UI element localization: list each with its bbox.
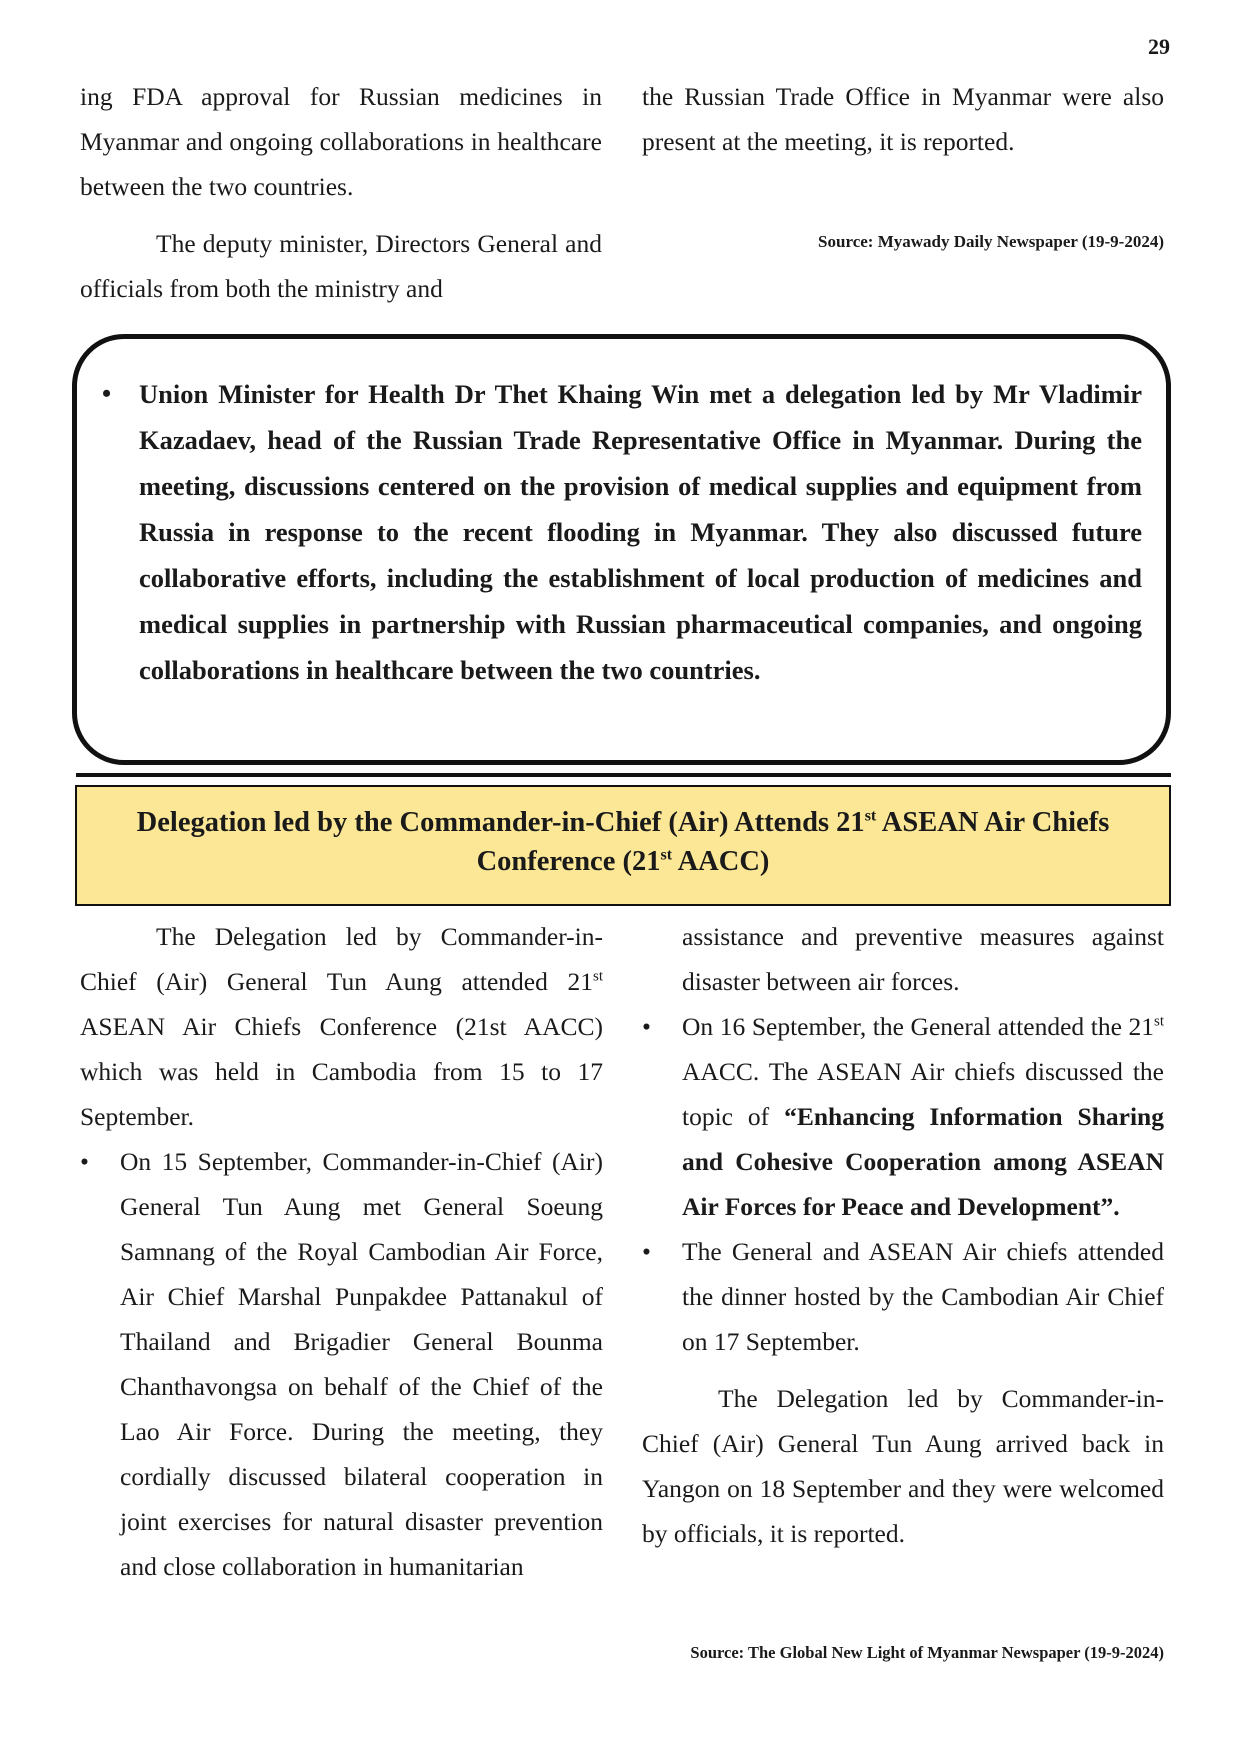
article-left-column <box>80 914 603 1589</box>
headline-superscript: st <box>660 846 673 864</box>
article-closing-paragraph: The Delegation led by Commander-in-Chief (Air) General Tun Aung arrived back in Yangon on 18 September and they were welcomed by officials, it is reported. <box>642 1384 1164 1548</box>
top-article-paragraph: The deputy minister, Directors General and officials from both the ministry and <box>80 229 602 303</box>
bullet-icon: • <box>102 379 112 408</box>
conference-topic: “Enhancing Information Sharing and Cohesive Cooperation among ASEAN Air Forces for Peace and Development”. <box>682 1102 1164 1221</box>
article-headline <box>75 785 1171 906</box>
article-bullet-list <box>642 1004 1164 1364</box>
headline-text: AACC) <box>672 846 770 877</box>
article-text: On 16 September, the General attended the 21 <box>682 1012 1154 1041</box>
article-text: AACC. The ASEAN Air chiefs discussed the topic of <box>682 1057 1164 1131</box>
article-text: The Delegation led by Commander-in-Chief (Air) General Tun Aung attended 21 <box>80 922 603 996</box>
article-right-column <box>642 914 1164 1556</box>
list-item <box>642 1004 1164 1229</box>
headline-text: ASEAN Air Chiefs Conference (21 <box>476 807 1110 877</box>
list-item: • On 15 September, Commander-in-Chief (Air) General Tun Aung met General Soeung Samnang of the Royal Cambodian Air Force, Air Chief Marshal Punpakdee Pattanakul of Thailand and Brigadier General Bounma Chanthavongsa on behalf of the Chief of the Lao Air Force. During the meeting, they cordially discussed bilateral cooperation in joint exercises for natural disaster prevention and close collaboration in humanitarian <box>80 1139 603 1589</box>
source-credit: Source: Myawady Daily Newspaper (19-9-2024) <box>818 232 1164 251</box>
headline-superscript: st <box>864 807 877 825</box>
top-article-right-column <box>642 74 1164 164</box>
highlight-bullet-item <box>102 371 1142 693</box>
superscript: st <box>1153 1013 1164 1030</box>
highlight-text: Union Minister for Health Dr Thet Khaing Win met a delegation led by Mr Vladimir Kazadaev, head of the Russian Trade Representative Office in Myanmar. During the meeting, discussions centered on the provision of medical supplies and equipment from Russia in response to the recent flooding in Myanmar. They also discussed future collaborative efforts, including the establishment of local production of medicines and medical supplies in partnership with Russian pharmaceutical companies, and ongoing collaborations in healthcare between the two countries. <box>139 379 1142 685</box>
page-number: 29 <box>1148 34 1170 59</box>
top-article-left-column <box>80 74 602 311</box>
top-article-paragraph: ing FDA approval for Russian medicines in Myanmar and ongoing collaborations in healthcare between the two countries. <box>80 82 602 201</box>
list-item-continuation: assistance and preventive measures against disaster between air forces. <box>682 922 1164 996</box>
source-credit: Source: The Global New Light of Myanmar Newspaper (19-9-2024) <box>690 1643 1164 1662</box>
highlight-box <box>72 334 1171 765</box>
article-intro-paragraph <box>80 914 603 1139</box>
article-text: ASEAN Air Chiefs Conference (21st AACC) which was held in Cambodia from 15 to 17 September. <box>80 1012 603 1131</box>
top-article-paragraph: the Russian Trade Office in Myanmar were also present at the meeting, it is reported. <box>642 82 1164 156</box>
section-divider <box>76 773 1171 777</box>
list-item: • The General and ASEAN Air chiefs attended the dinner hosted by the Cambodian Air Chief on 17 September. <box>642 1229 1164 1364</box>
article-bullet-list <box>80 1139 603 1589</box>
headline-text: Delegation led by the Commander-in-Chief (Air) Attends 21 <box>136 807 865 838</box>
superscript: st <box>592 968 603 985</box>
